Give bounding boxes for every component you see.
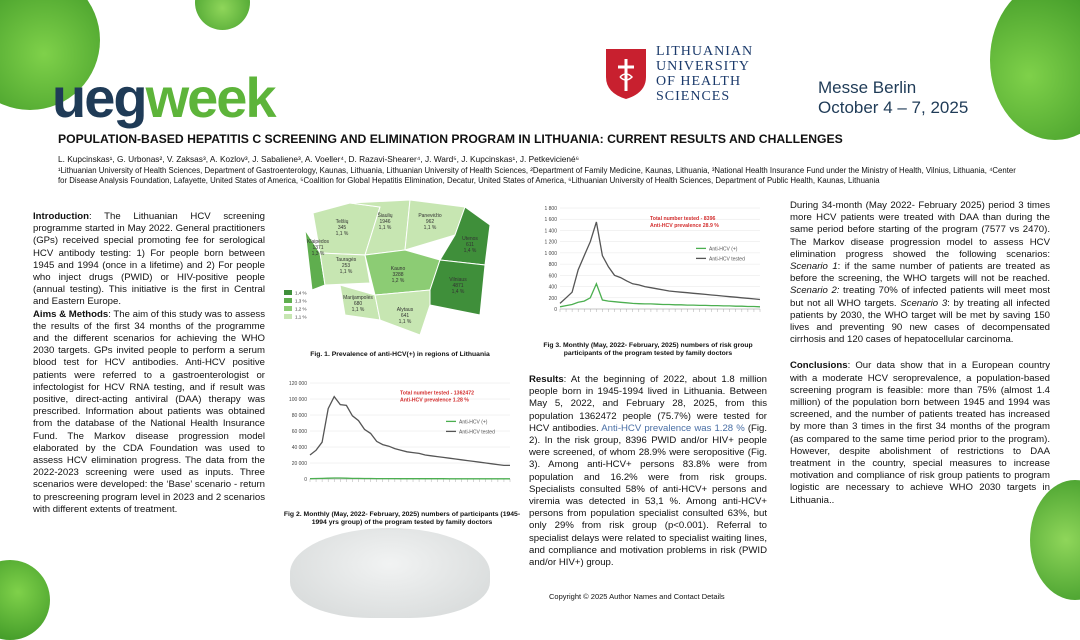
svg-text:962: 962 [425,219,435,225]
annotation-prevalence: Anti-HCV prevalence 28.9 % [650,223,719,230]
y-tick-label: 1 400 [544,228,557,235]
svg-text:1,1 %: 1,1 % [351,307,365,313]
map-label-alytaus: Alytaus [396,307,414,313]
series-line-0 [310,478,510,479]
poster-title: POPULATION-BASED HEPATITIS C SCREENING AND ELIMINATION PROGRAM IN LITHUANIA: CURRENT RESULTS AND CHALLENGES [58,132,843,146]
svg-text:680: 680 [353,301,363,307]
map-label-panevezio: Panevėžio [418,213,442,219]
map-label-vilniaus: Vilniaus [449,277,467,283]
venue-name: Messe Berlin [818,78,917,97]
y-tick-label: 80 000 [291,413,307,419]
results-heading: Results [529,374,564,385]
svg-text:641: 641 [400,313,410,319]
scenario-2-label: Scenario 2: [790,285,840,297]
logo-week-text: week [145,66,275,129]
venue-dates: October 4 – 7, 2025 [818,98,969,117]
svg-text:1946: 1946 [379,219,391,225]
fig2-caption: Fig 2. Monthly (May, 2022- February, 2025) numbers of participants (1945-1994 yrs group) of the program tested by family doctors [283,511,521,526]
map-label-utenos: Utenos [462,236,478,242]
annotation-prevalence: Anti-HCV prevalence 1.28 % [400,397,469,404]
map-label-telsiu: Telšių [335,219,349,225]
y-tick-label: 60 000 [291,429,307,435]
fig3-chart [528,200,768,335]
venue-block [818,78,968,118]
svg-text:1,4 %: 1,4 % [463,248,477,254]
aims-text: : The aim of this study was to assess the results of the first 34 months of the programme and the different scenarios for achieving the WHO 2030 targets. GPs invited people to perform a serum blood test for HCV antibodies. Anti-HCV positive patients were referred to a gastroenterologist or infectologist for HCV RNA testing, and if result was positive, direct-acting antiviral (DAA) therapy was prescribed. Information about patients was obtained from the database of the National Health Insurance Fund. The Markov disease progression model elaborated by the CDA Foundation was used to assess HCV elimination progress. The data from the 2022-2023 screening were used as inputs. Three scenarios were developed: the ‘Base’ scenario - return to prescreening program level in 2023 and 2 scenarios with different extents of treatment. [33,308,265,515]
results-column [529,374,767,569]
results-text-1: : At the beginning of 2022, about 1.8 million people born in 1945-1994 lived in Lithuania. Between May 5, 2022, and February 28, 2025, from this population 1362472 people (75.7%) were tested for HCV antibodies. [529,374,767,434]
aims-heading: Aims & Methods [33,308,109,320]
svg-text:4871: 4871 [452,283,464,289]
svg-text:1,1 %: 1,1 % [398,319,412,325]
scenario-1-text: : if the same number of patients are treated as before the screening, the WHO targets will not be reached. [790,261,1050,285]
legend-label: Anti-HCV tested [709,256,745,263]
scenario-2-text: treating 70% of infected patients will meet most but not all WHO targets. [790,285,1050,309]
liver-illustration [290,528,490,618]
fig1-map [280,195,520,345]
university-logo [604,44,753,104]
y-tick-label: 600 [548,273,557,280]
virus-decoration-bottom-left [0,560,50,640]
svg-text:345: 345 [337,225,347,231]
svg-text:1,1 %: 1,1 % [378,225,392,231]
intro-heading: Introduction [33,211,89,222]
map-label-klaipedos: Klaipėdos [307,239,329,245]
fig1-caption: Fig. 1. Prevalence of anti-HCV(+) in regions of Lithuania [310,351,490,358]
virus-decoration-top-mid [195,0,250,30]
map-legend [284,290,307,320]
intro-methods-column [33,211,265,516]
y-tick-label: 200 [548,295,557,302]
author-list: L. Kupcinskas¹, G. Urbonas², V. Zaksas³, A. Kozlov³, J. Sabaliene³, A. Voeller⁴, D. Razavi-Shearer⁴, J. Ward⁵, J. Kupcinskas¹, J. Petkeviciené⁶ [58,154,580,164]
y-tick-label: 20 000 [291,461,307,467]
annotation-total: Total number tested - 8396 [650,216,716,223]
svg-text:1371: 1371 [312,245,324,251]
conclusions-text: : Our data show that in a European country with a moderate HCV seroprevalence, a population-based screening program is feasible: more than 75% (almost 1.4 million) of the population born between 1945 and 1994 was screened, and the number of patients treated has increased by more than 3 times in the first 34 months of the program (as compared to the same time period prior to the program). However, despite abolishment of restrictions to DAA treatment in the country, special measures to increase motivation and compliance of risk group patients to program logistic are necessary to achieve WHO 2030 targets in Lithuania.. [790,360,1050,506]
conclusions-heading: Conclusions [790,360,848,372]
legend-label: Anti-HCV (+) [459,419,488,426]
svg-text:253: 253 [341,263,351,269]
y-tick-label: 1 600 [544,217,557,224]
svg-text:1,3 %: 1,3 % [295,298,307,304]
svg-text:1,1 %: 1,1 % [423,225,437,231]
affiliations: ¹Lithuanian University of Health Sciences, Department of Gastroenterology, Kaunas, Lithuania, Lithuanian University of Health Sciences, ²Department of Family Medicine, Kaunas, Lithuania, ³National Health Insurance Fund under the Ministry of Health, Vilnius, Lithuania, ⁴Center for Disease Analysis Foundation, Lafayette, United States of America, ⁵Coalition for Global Hepatitis Elimination, Decatur, United States of America, ⁶Lithuanian University of Health Sciences, Department of Public Health, Kaunas, Lithuania [58,166,1016,185]
svg-text:1,1 %: 1,1 % [335,231,349,237]
svg-text:3288: 3288 [392,272,404,278]
map-label-marijampoles: Marijampolės [343,295,373,301]
scenario-1-label: Scenario 1 [790,261,838,273]
results-highlight: Anti-HCV prevalence was 1.28 % [601,422,745,434]
y-tick-label: 120 000 [288,381,307,387]
fig3-caption: Fig 3. Monthly (May, 2022- February, 2025) numbers of risk group participants of the program tested by family doctors [543,342,753,357]
svg-text:1,3 %: 1,3 % [311,251,325,257]
svg-text:1,1 %: 1,1 % [339,269,353,275]
virus-decoration-top-right [990,0,1080,140]
legend-label: Anti-HCV tested [459,429,495,436]
y-tick-label: 0 [554,307,557,313]
svg-text:1,2 %: 1,2 % [295,306,307,312]
svg-text:1,1 %: 1,1 % [295,314,307,320]
series-line-0 [560,284,760,307]
y-tick-label: 40 000 [291,445,307,451]
results-text-2: (Fig. 2). In the risk group, 8396 PWID and/or HIV+ people were screened, of whom 28.9% were seropositive (Fig. 3). Among anti-HCV+ persons 83.8% were from population and 16.2% were from risk groups. Specialists consulted 58% of anti-HCV+ persons and viremia was detected in 53,1 %. Among anti-HCV+ persons from population specialist consulted 63%, but only 29% from risk group (p<0.001). Referral to specialist delays were related to specialist waiting lines, and compliance and motivation problems in risk (PWID and/or HIV+) group. [529,422,768,569]
y-tick-label: 100 000 [288,397,307,403]
y-tick-label: 400 [548,284,557,291]
ueg-week-logo [52,66,275,129]
legend-label: Anti-HCV (+) [709,246,738,253]
annotation-total: Total number tested - 1362472 [400,390,474,397]
scenario-3-text: : by treating all infected patients by 2030, the WHO target will be met by saving 150 lives and preventing 90 new cases of decompensated cirrhosis and 120 cases of hepatocellular carcinoma. [790,297,1050,346]
svg-text:1,4 %: 1,4 % [451,289,465,295]
map-label-kauno: Kauno [390,266,406,272]
fig2-chart [278,375,518,505]
series-line-1 [560,222,760,303]
y-tick-label: 1 000 [544,250,557,257]
svg-text:611: 611 [466,242,474,248]
university-crest-icon [604,47,648,101]
university-name: LITHUANIAN UNIVERSITY OF HEALTH SCIENCES [656,44,754,104]
map-label-siauliu: Šiaulių [377,213,393,219]
logo-ueg-text: ueg [52,66,146,129]
y-tick-label: 1 200 [544,239,557,246]
copyright: Copyright © 2025 Author Names and Contact Details [549,592,725,601]
scenarios-conclusions-column [790,200,1050,507]
intro-text: : The Lithuanian HCV screening programme started in May 2022. General practitioners (GPs) received special promoting fee for serological HCV antibody testing: 1) For people born between 1945 and 1994 (once in a lifetime) and 2) For people who inject drugs (PWID) or HIV-positive people (annual testing). This initiative is the first in Central and Eastern Europe. [33,211,265,308]
y-tick-label: 0 [304,477,307,483]
svg-text:1,4 %: 1,4 % [295,290,307,296]
svg-text:1,2 %: 1,2 % [391,278,405,284]
scenarios-text-1: During 34-month (May 2022- February 2025) period 3 times more HCV patients were treated with DAA than during the same period before starting of the program (7577 vs 2470). The Markov disease progression model to assess HCV elimination progress showed the following scenarios: [790,200,1050,260]
y-tick-label: 800 [548,262,557,269]
y-tick-label: 1 800 [544,206,557,212]
scenario-3-label: Scenario 3 [900,297,948,309]
map-label-taurages: Tauragės [335,257,357,263]
